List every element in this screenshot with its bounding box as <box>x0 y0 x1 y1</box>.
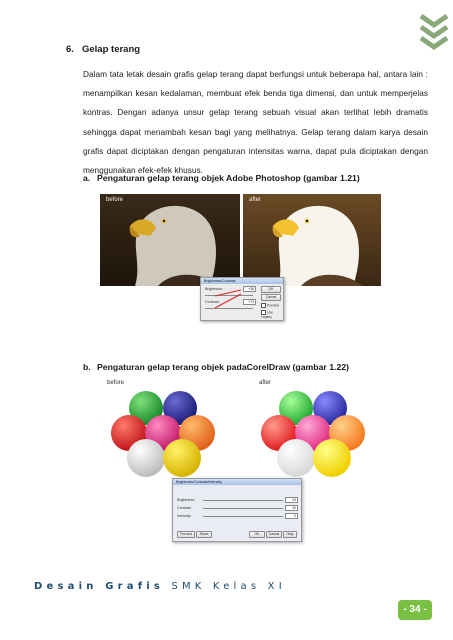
body-paragraph: Dalam tata letak desain grafis gelap terang dapat berfungsi untuk beberapa hal, antara lain : menampilkan kesan kedalaman, membuat efek benda tiga dimensi, dan untuk memperjelas kontras. Dengan adanya unsur gelap terang sebuah visual akan terlihat lebih dramatis sehingga dapat menambah kesan bagi yang melihatnya. Gelap terang dalam karya desain grafis dapat diciptakan dengan pengaturan intensitas warna, dapat pula diciptakan dengan menggunakan efek-efek khusus. <box>83 69 428 176</box>
intensity-slider[interactable] <box>203 516 283 517</box>
help-button[interactable]: Help <box>283 531 297 538</box>
before-label: before <box>106 197 124 203</box>
preview-button[interactable]: Preview <box>177 531 195 538</box>
subheading-a-letter: a. <box>83 173 91 183</box>
brightness-label: Brightness: <box>205 287 223 291</box>
section-heading <box>66 44 140 55</box>
use-legacy-checkbox[interactable] <box>261 310 283 319</box>
page-number: - 34 - <box>398 600 432 620</box>
before-label: before <box>107 380 125 386</box>
ok-button[interactable]: OK <box>261 286 281 293</box>
after-label: after <box>249 197 262 203</box>
section-number: 6. <box>66 44 74 55</box>
eagle-before-image <box>100 194 240 286</box>
intensity-field[interactable]: 0 <box>285 513 298 519</box>
brightness-label: Brightness: <box>177 498 195 502</box>
brightness-contrast-dialog <box>200 277 284 321</box>
footer-bold-text: Desain Grafis <box>34 581 165 592</box>
contrast-label: Contrast: <box>177 506 192 510</box>
brightness-contrast-intensity-dialog <box>172 478 302 542</box>
brightness-field[interactable]: +36 <box>243 286 256 292</box>
section-title: Gelap terang <box>82 44 141 55</box>
reset-button[interactable]: Reset <box>196 531 212 538</box>
subheading-a-title: Pengaturan gelap terang objek Adobe Photoshop (gambar 1.21) <box>97 173 360 183</box>
footer-title <box>34 581 286 592</box>
ok-button[interactable]: OK <box>249 531 265 538</box>
preview-checkbox[interactable] <box>261 303 279 308</box>
contrast-slider[interactable] <box>203 508 283 509</box>
subheading-b-letter: b. <box>83 362 91 372</box>
contrast-field[interactable]: +74 <box>243 299 256 305</box>
after-label: after <box>259 380 272 386</box>
contrast-label: Contrast: <box>205 300 220 304</box>
dialog-title: Brightness/Contrast/Intensity <box>173 479 301 485</box>
brightness-field[interactable]: 24 <box>285 497 298 503</box>
balls-before-image <box>92 388 232 478</box>
balls-after-image <box>242 388 382 478</box>
use-legacy-label: Use Legacy <box>261 310 274 319</box>
contrast-field[interactable]: 30 <box>285 505 298 511</box>
brightness-slider[interactable] <box>203 500 283 501</box>
cancel-button[interactable]: Cancel <box>266 531 282 538</box>
dialog-title: Brightness/Contrast <box>201 278 283 284</box>
subheading-b <box>83 362 349 372</box>
subheading-b-title: Pengaturan gelap terang objek padaCorelDraw (gambar 1.22) <box>97 362 350 372</box>
footer-rest-text: SMK Kelas XI <box>171 581 286 592</box>
chevron-down-icon <box>419 14 449 54</box>
eagle-after-image <box>243 194 381 286</box>
intensity-label: Intensity: <box>177 514 192 518</box>
preview-label: Preview <box>267 303 280 308</box>
cancel-button[interactable]: Cancel <box>261 294 281 301</box>
red-arrow-icon <box>211 288 251 312</box>
subheading-a <box>83 173 360 183</box>
